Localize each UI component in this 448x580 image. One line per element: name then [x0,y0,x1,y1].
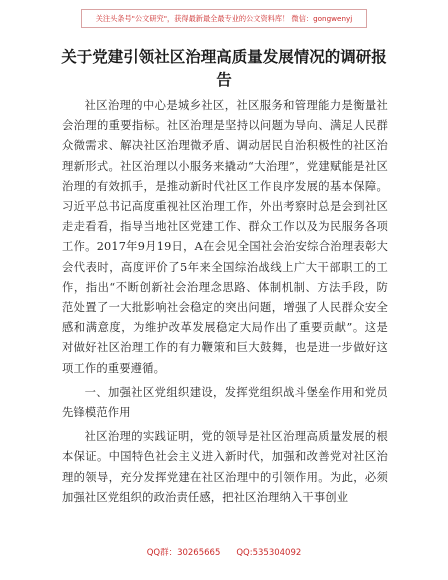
footer-qq: QQ:535304092 [236,548,302,558]
section-heading: 一、加强社区党组织建设，发挥党组织战斗堡垒作用和党员先锋模范作用 [62,385,388,420]
paragraph-section-one: 社区治理的实践证明，党的领导是社区治理高质量发展的根本保证。中国特色社会主义进入新时代，加强和改善党对社区治理的领导，充分发挥党建在社区治理中的引领作用。为此，必须加强社区党组织的政治责任感，把社区治理纳入干事创业 [62,430,388,504]
paragraph-intro: 社区治理的中心是城乡社区，社区服务和管理能力是衡量社会治理的重要指标。社区治理是坚持以问题为导向、满足人民群众微需求、解决社区治理微矛盾、调动居民自治积极性的社区治理新形式。社区治理以小服务来撬动“大治理”，党建赋能是社区治理的有效抓手，是推动新时代社区工作良序发展的基本保障。习近平总书记高度重视社区治理工作，外出考察时总是会到社区走走看看，指导当地社区党建工作、群众工作以及为民服务各项工作。2017年9月19日，A在会见全国社会治安综合治理表彰大会代表时，高度评价了5年来全国综治战线上广大干部职工的工作，指出“不断创新社会治理念思路、体制机制、方法手段，防范处置了一大批影响社会稳定的突出问题，增强了人民群众安全感和满意度，为维护改革发展稳定大局作出了重要贡献”。这是对做好社区治理工作的有力鞭策和巨大鼓舞，也是进一步做好这项工作的重要遵循。 [62,99,388,375]
document-body [62,96,388,512]
footer [0,546,448,558]
footer-qq-group: QQ群：30265665 [146,548,221,558]
document-title: 关于党建引领社区治理高质量发展情况的调研报告 [61,48,387,89]
top-banner [81,9,367,28]
banner-text: 关注头条号"公文研究"，获得最新最全最专业的公文资料库！ 微信：gongwenyj [95,13,353,23]
